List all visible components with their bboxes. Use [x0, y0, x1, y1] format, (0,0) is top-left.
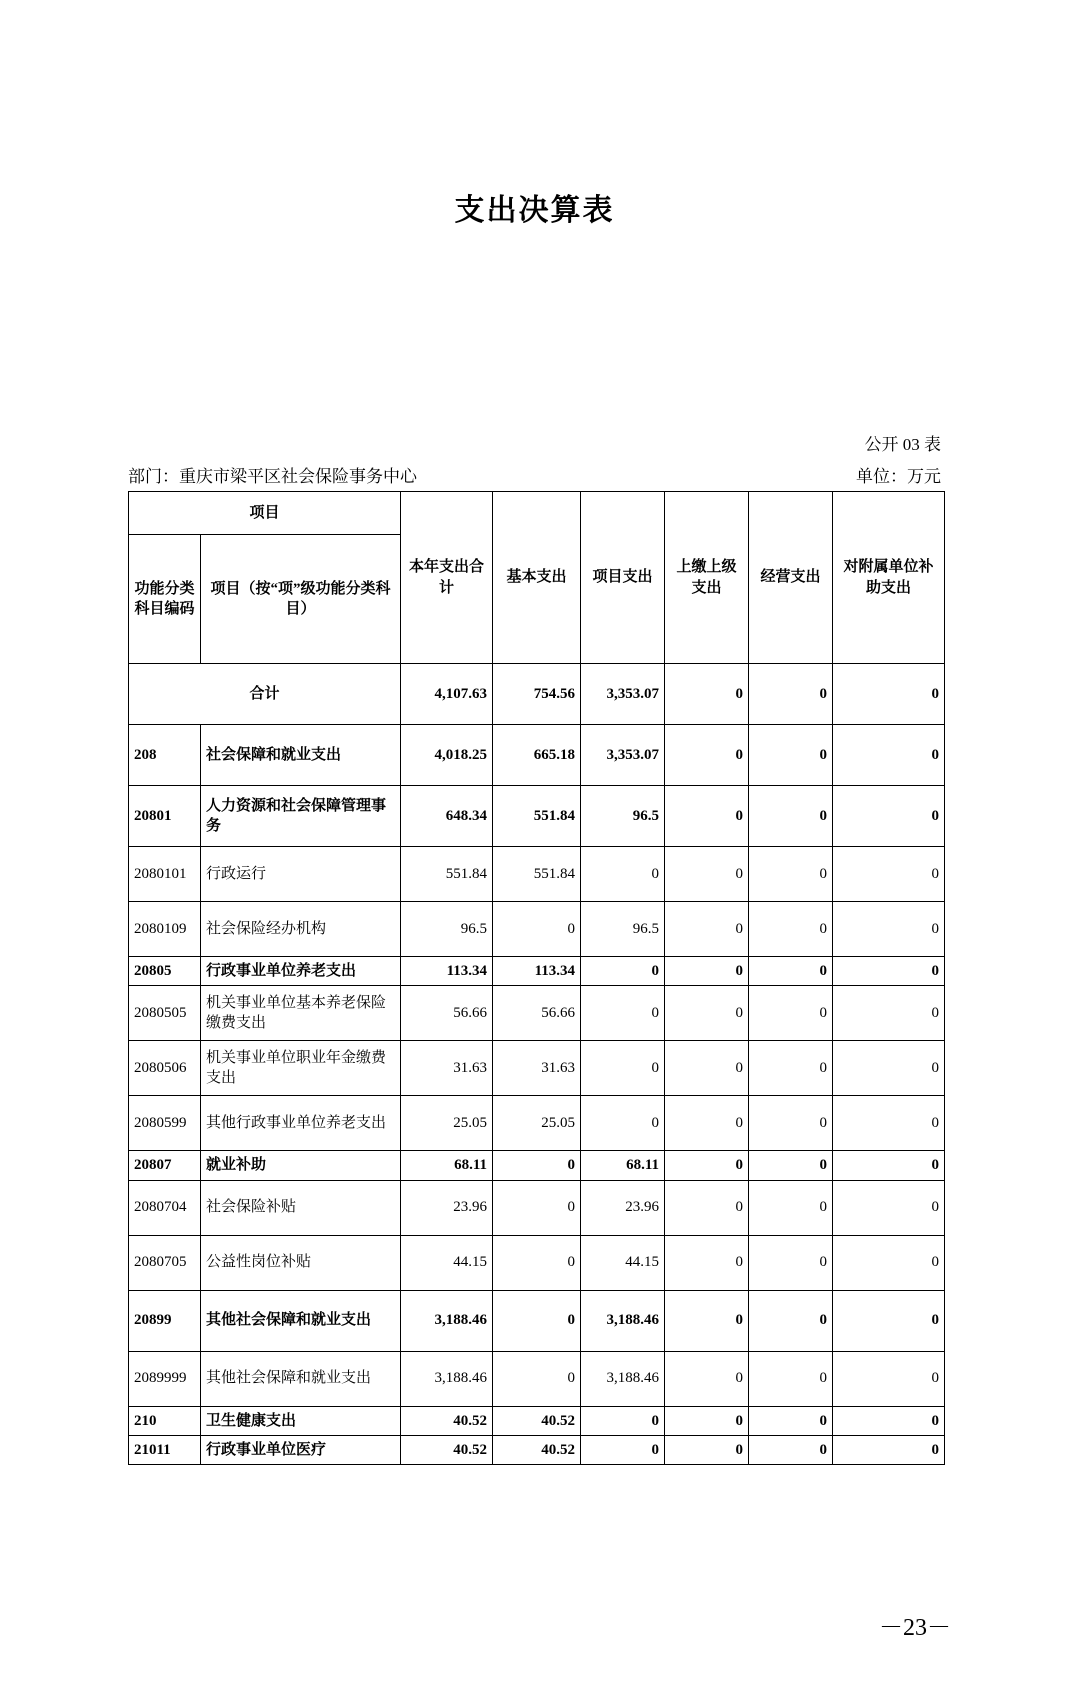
- table-row: [129, 1351, 945, 1406]
- cell-subsidy: 0: [833, 725, 945, 786]
- cell-total: 113.34: [401, 957, 493, 986]
- cell-operating: 0: [749, 1041, 833, 1096]
- cell-name: 行政运行: [201, 847, 401, 902]
- cell-total: 56.66: [401, 986, 493, 1041]
- cell-name: 其他行政事业单位养老支出: [201, 1096, 401, 1151]
- cell-basic: 754.56: [493, 664, 581, 725]
- table-row: [129, 957, 945, 986]
- header-function-code: 功能分类科目编码: [129, 535, 201, 664]
- cell-basic: 0: [493, 1351, 581, 1406]
- table-row: [129, 1151, 945, 1180]
- cell-name: 机关事业单位职业年金缴费支出: [201, 1041, 401, 1096]
- cell-code: 2080599: [129, 1096, 201, 1151]
- cell-name: 人力资源和社会保障管理事务: [201, 786, 401, 847]
- cell-project: 96.5: [581, 902, 665, 957]
- cell-subsidy: 0: [833, 1290, 945, 1351]
- cell-code: 20801: [129, 786, 201, 847]
- table-row: [129, 664, 945, 725]
- cell-subsidy: 0: [833, 1151, 945, 1180]
- cell-basic: 0: [493, 1180, 581, 1235]
- cell-operating: 0: [749, 1180, 833, 1235]
- cell-code: 2080505: [129, 986, 201, 1041]
- cell-code: 2089999: [129, 1351, 201, 1406]
- cell-basic: 31.63: [493, 1041, 581, 1096]
- cell-remit: 0: [665, 1151, 749, 1180]
- cell-name: 社会保险经办机构: [201, 902, 401, 957]
- expenditure-table: [128, 491, 945, 1465]
- cell-project: 0: [581, 1435, 665, 1464]
- cell-basic: 0: [493, 1151, 581, 1180]
- cell-code: 20807: [129, 1151, 201, 1180]
- table-row: [129, 986, 945, 1041]
- cell-project: 0: [581, 1096, 665, 1151]
- cell-code: 2080705: [129, 1235, 201, 1290]
- header-subsidy-affiliated: 对附属单位补助支出: [833, 492, 945, 664]
- table-row: [129, 725, 945, 786]
- table-row: [129, 1041, 945, 1096]
- cell-total: 3,188.46: [401, 1290, 493, 1351]
- cell-total: 40.52: [401, 1435, 493, 1464]
- cell-total: 3,188.46: [401, 1351, 493, 1406]
- cell-project: 0: [581, 1041, 665, 1096]
- table-row: [129, 902, 945, 957]
- cell-total: 551.84: [401, 847, 493, 902]
- cell-project: 0: [581, 1406, 665, 1435]
- cell-total: 44.15: [401, 1235, 493, 1290]
- cell-remit: 0: [665, 1406, 749, 1435]
- form-number: 公开 03 表: [864, 435, 941, 454]
- cell-name: 其他社会保障和就业支出: [201, 1290, 401, 1351]
- cell-operating: 0: [749, 1096, 833, 1151]
- cell-total: 23.96: [401, 1180, 493, 1235]
- cell-remit: 0: [665, 847, 749, 902]
- cell-subsidy: 0: [833, 847, 945, 902]
- cell-remit: 0: [665, 986, 749, 1041]
- table-header: [129, 492, 945, 664]
- cell-project: 0: [581, 847, 665, 902]
- cell-remit: 0: [665, 664, 749, 725]
- cell-total: 31.63: [401, 1041, 493, 1096]
- cell-operating: 0: [749, 725, 833, 786]
- table-row: [129, 1406, 945, 1435]
- cell-basic: 0: [493, 1235, 581, 1290]
- cell-total: 68.11: [401, 1151, 493, 1180]
- row-label-total: 合计: [129, 664, 401, 725]
- cell-operating: 0: [749, 1406, 833, 1435]
- cell-project: 44.15: [581, 1235, 665, 1290]
- cell-operating: 0: [749, 957, 833, 986]
- cell-basic: 40.52: [493, 1435, 581, 1464]
- table-row: [129, 1435, 945, 1464]
- cell-subsidy: 0: [833, 1180, 945, 1235]
- header-operating-expenditure: 经营支出: [749, 492, 833, 664]
- cell-operating: 0: [749, 1290, 833, 1351]
- cell-total: 40.52: [401, 1406, 493, 1435]
- table-row: [129, 1235, 945, 1290]
- cell-name: 公益性岗位补贴: [201, 1235, 401, 1290]
- page-number: －23－: [879, 1615, 951, 1641]
- cell-name: 行政事业单位养老支出: [201, 957, 401, 986]
- table-header-group-row: [129, 492, 945, 535]
- table-row: [129, 1096, 945, 1151]
- cell-code: 21011: [129, 1435, 201, 1464]
- header-project-name: 项目（按“项”级功能分类科目）: [201, 535, 401, 664]
- cell-name: 社会保障和就业支出: [201, 725, 401, 786]
- cell-subsidy: 0: [833, 1235, 945, 1290]
- cell-operating: 0: [749, 1151, 833, 1180]
- cell-code: 2080101: [129, 847, 201, 902]
- cell-basic: 113.34: [493, 957, 581, 986]
- cell-code: 20899: [129, 1290, 201, 1351]
- cell-project: 0: [581, 986, 665, 1041]
- cell-remit: 0: [665, 1180, 749, 1235]
- cell-operating: 0: [749, 1235, 833, 1290]
- cell-operating: 0: [749, 902, 833, 957]
- table-row: [129, 786, 945, 847]
- cell-project: 3,353.07: [581, 664, 665, 725]
- cell-total: 4,107.63: [401, 664, 493, 725]
- cell-total: 96.5: [401, 902, 493, 957]
- cell-project: 3,188.46: [581, 1290, 665, 1351]
- cell-code: 2080109: [129, 902, 201, 957]
- cell-name: 就业补助: [201, 1151, 401, 1180]
- document-page: [0, 185, 1069, 1700]
- cell-operating: 0: [749, 786, 833, 847]
- cell-basic: 56.66: [493, 986, 581, 1041]
- cell-project: 3,188.46: [581, 1351, 665, 1406]
- cell-remit: 0: [665, 957, 749, 986]
- cell-project: 96.5: [581, 786, 665, 847]
- cell-subsidy: 0: [833, 1406, 945, 1435]
- cell-operating: 0: [749, 1351, 833, 1406]
- table-row: [129, 847, 945, 902]
- cell-subsidy: 0: [833, 664, 945, 725]
- cell-basic: 551.84: [493, 847, 581, 902]
- cell-operating: 0: [749, 1435, 833, 1464]
- department-label: 部门：重庆市梁平区社会保险事务中心: [128, 467, 417, 486]
- header-remit-upper: 上缴上级支出: [665, 492, 749, 664]
- cell-code: 20805: [129, 957, 201, 986]
- cell-name: 机关事业单位基本养老保险缴费支出: [201, 986, 401, 1041]
- cell-code: 208: [129, 725, 201, 786]
- cell-basic: 0: [493, 902, 581, 957]
- cell-subsidy: 0: [833, 1041, 945, 1096]
- cell-remit: 0: [665, 1096, 749, 1151]
- cell-total: 4,018.25: [401, 725, 493, 786]
- cell-project: 23.96: [581, 1180, 665, 1235]
- cell-subsidy: 0: [833, 986, 945, 1041]
- cell-basic: 25.05: [493, 1096, 581, 1151]
- cell-remit: 0: [665, 725, 749, 786]
- cell-code: 210: [129, 1406, 201, 1435]
- cell-name: 其他社会保障和就业支出: [201, 1351, 401, 1406]
- unit-label: 单位：万元: [856, 467, 941, 486]
- cell-subsidy: 0: [833, 1351, 945, 1406]
- cell-project: 3,353.07: [581, 725, 665, 786]
- cell-remit: 0: [665, 902, 749, 957]
- cell-total: 648.34: [401, 786, 493, 847]
- cell-basic: 0: [493, 1290, 581, 1351]
- header-project-expenditure: 项目支出: [581, 492, 665, 664]
- header-total-expenditure: 本年支出合计: [401, 492, 493, 664]
- table-row: [129, 1290, 945, 1351]
- cell-remit: 0: [665, 786, 749, 847]
- header-basic-expenditure: 基本支出: [493, 492, 581, 664]
- cell-name: 行政事业单位医疗: [201, 1435, 401, 1464]
- cell-subsidy: 0: [833, 786, 945, 847]
- cell-operating: 0: [749, 847, 833, 902]
- cell-project: 0: [581, 957, 665, 986]
- cell-code: 2080704: [129, 1180, 201, 1235]
- cell-remit: 0: [665, 1235, 749, 1290]
- table-row: [129, 1180, 945, 1235]
- cell-name: 社会保险补贴: [201, 1180, 401, 1235]
- cell-operating: 0: [749, 664, 833, 725]
- cell-name: 卫生健康支出: [201, 1406, 401, 1435]
- cell-code: 2080506: [129, 1041, 201, 1096]
- cell-subsidy: 0: [833, 902, 945, 957]
- cell-basic: 665.18: [493, 725, 581, 786]
- cell-remit: 0: [665, 1351, 749, 1406]
- cell-subsidy: 0: [833, 1435, 945, 1464]
- cell-basic: 40.52: [493, 1406, 581, 1435]
- cell-subsidy: 0: [833, 957, 945, 986]
- cell-total: 25.05: [401, 1096, 493, 1151]
- cell-operating: 0: [749, 986, 833, 1041]
- cell-project: 68.11: [581, 1151, 665, 1180]
- cell-remit: 0: [665, 1435, 749, 1464]
- header-group-project: 项目: [129, 492, 401, 535]
- cell-remit: 0: [665, 1290, 749, 1351]
- page-title: 支出决算表: [454, 194, 615, 227]
- table-body: [129, 664, 945, 1465]
- cell-basic: 551.84: [493, 786, 581, 847]
- cell-remit: 0: [665, 1041, 749, 1096]
- cell-subsidy: 0: [833, 1096, 945, 1151]
